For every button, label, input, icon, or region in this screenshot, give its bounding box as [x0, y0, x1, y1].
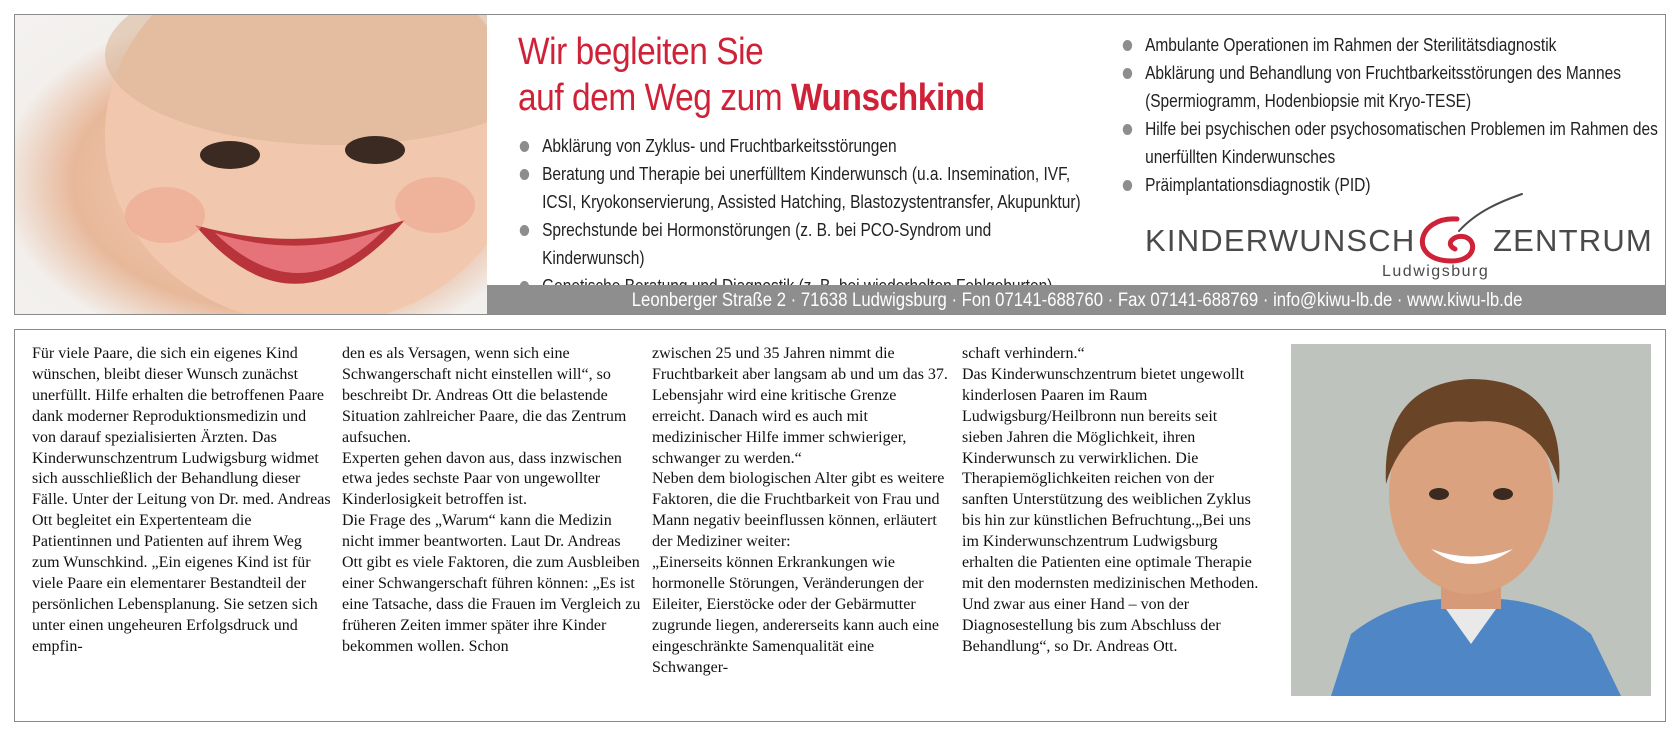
- article-box: [14, 329, 1666, 722]
- headline-line-2: auf dem Weg zum: [518, 77, 791, 119]
- logo-city: Ludwigsburg: [1382, 263, 1490, 280]
- service-item: Hilfe bei psychischen oder psychosomatischen Problemen im Rahmen des unerfüllten Kinderwunsches: [1121, 115, 1659, 171]
- service-item: Abklärung und Behandlung von Fruchtbarkeitsstörungen des Mannes (Spermiogramm, Hodenbiopsie mit Kryo-TESE): [1121, 59, 1659, 115]
- logo-word-zentrum: ZENTRUM: [1493, 223, 1653, 258]
- article-paragraph: den es als Versagen, wenn sich eine Schwangerschaft nicht einstellen will“, so beschreibt Dr. Andreas Ott die belastende Situation zahlreicher Paare, die das Zentrum aufsuchen.: [342, 345, 627, 446]
- service-item: Abklärung von Zyklus- und Fruchtbarkeitsstörungen: [518, 132, 1086, 160]
- advertisement-box: [14, 14, 1666, 315]
- doctor-portrait-photo: [1291, 344, 1651, 696]
- ad-headline: [518, 29, 985, 121]
- services-list-right: [1121, 31, 1659, 199]
- service-item: Beratung und Therapie bei unerfülltem Kinderwunsch (u.a. Insemination, IVF, ICSI, Kryokonservierung, Assisted Hatching, Blastozystentransfer, Akupunktur): [518, 160, 1086, 216]
- service-item: Präimplantationsdiagnostik (PID): [1121, 171, 1659, 199]
- baby-photo: [15, 15, 487, 315]
- kinderwunsch-zentrum-logo: [1145, 211, 1655, 283]
- article-paragraph: Für viele Paare, die sich ein eigenes Kind wünschen, bleibt dieser Wunsch zunächst unerfüllt. Hilfe erhalten die betroffenen Paare dank moderner Reproduktionsmedizin und von darauf spezialisierten Ärzten. Das Kinderwunschzentrum Ludwigsburg widmet sich ausschließlich der Behandlung dieser Fälle. Unter der Leitung von Dr. med. Andreas Ott begleitet ein Expertenteam die Patientinnen und Patienten auf ihrem Weg zum Wunschkind. „Ein eigenes Kind ist für viele Paare ein elementarer Bestandteil der persönlichen Lebensplanung. Sie setzen sich unter einen ungeheuren Erfolgsdruck und empfin-: [32, 345, 331, 655]
- article-column-3: [652, 344, 952, 679]
- service-item: Ambulante Operationen im Rahmen der Sterilitätsdiagnostik: [1121, 31, 1659, 59]
- article-paragraph: Experten gehen davon aus, dass inzwischen etwa jedes sechste Paar von ungewollter Kinderlosigkeit betroffen ist.: [342, 449, 622, 509]
- article-column-4: [962, 344, 1262, 658]
- services-list-left: [518, 132, 1086, 300]
- article-column-2: [342, 344, 642, 658]
- article-paragraph: Neben dem biologischen Alter gibt es weitere Faktoren, die die Fruchtbarkeit von Frau und Mann negativ beeinflussen können, erläutert der Mediziner weiter:: [652, 470, 945, 551]
- article-paragraph: Das Kinderwunschzentrum bietet ungewollt kinderlosen Paaren im Raum Ludwigsburg/Heilbronn nun bereits seit sieben Jahren die Möglichkeit, ihren Kinderwunsch zu verwirklichen. Die Therapiemöglichkeiten reichen von der sanften Unterstützung des weiblichen Zyklus bis hin zur künstlichen Befruchtung.„Bei uns im Kinderwunschzentrum Ludwigsburg erhalten die Patienten eine optimale Therapie mit den modernsten medizinischen Methoden. Und zwar aus einer Hand – von der Diagnosestellung bis zum Abschluss der Behandlung“, so Dr. Andreas Ott.: [962, 365, 1259, 655]
- headline-emphasis: Wunschkind: [790, 77, 985, 119]
- article-paragraph: Die Frage des „Warum“ kann die Medizin nicht immer beantworten. Laut Dr. Andreas Ott gibt es viele Faktoren, die zum Ausbleiben einer Schwangerschaft führen können: „Es ist eine Tatsache, dass die Frauen im Vergleich zu früheren Zeiten immer später ihre Kinder bekommen wollen. Schon: [342, 512, 641, 655]
- service-item: Sprechstunde bei Hormonstörungen (z. B. bei PCO-Syndrom und Kinderwunsch): [518, 216, 1086, 272]
- article-paragraph: schaft verhindern.“: [962, 345, 1085, 362]
- article-column-1: [32, 344, 332, 658]
- logo-word-kinderwunsch: KINDERWUNSCH: [1145, 223, 1416, 258]
- headline-line-1: Wir begleiten Sie: [518, 31, 764, 73]
- contact-line: Leonberger Straße 2 · 71638 Ludwigsburg · Fon 07141-688760 · Fax 07141-688769 · info@kiwu-lb.de · www.kiwu-lb.de: [631, 290, 1523, 311]
- article-paragraph: zwischen 25 und 35 Jahren nimmt die Fruchtbarkeit aber langsam ab und um das 37. Lebensjahr wird eine kritische Grenze erreicht. Danach wird es auch mit medizinischer Hilfe immer schwieriger, schwanger zu werden.“: [652, 345, 948, 467]
- contact-footer-bar: [487, 285, 1666, 315]
- article-paragraph: „Einerseits können Erkrankungen wie hormonelle Störungen, Veränderungen der Eileiter, Eierstöcke oder der Gebärmutter zugrunde liegen, andererseits kann auch eine eingeschränkte Samenqualität eine Schwanger-: [652, 554, 939, 676]
